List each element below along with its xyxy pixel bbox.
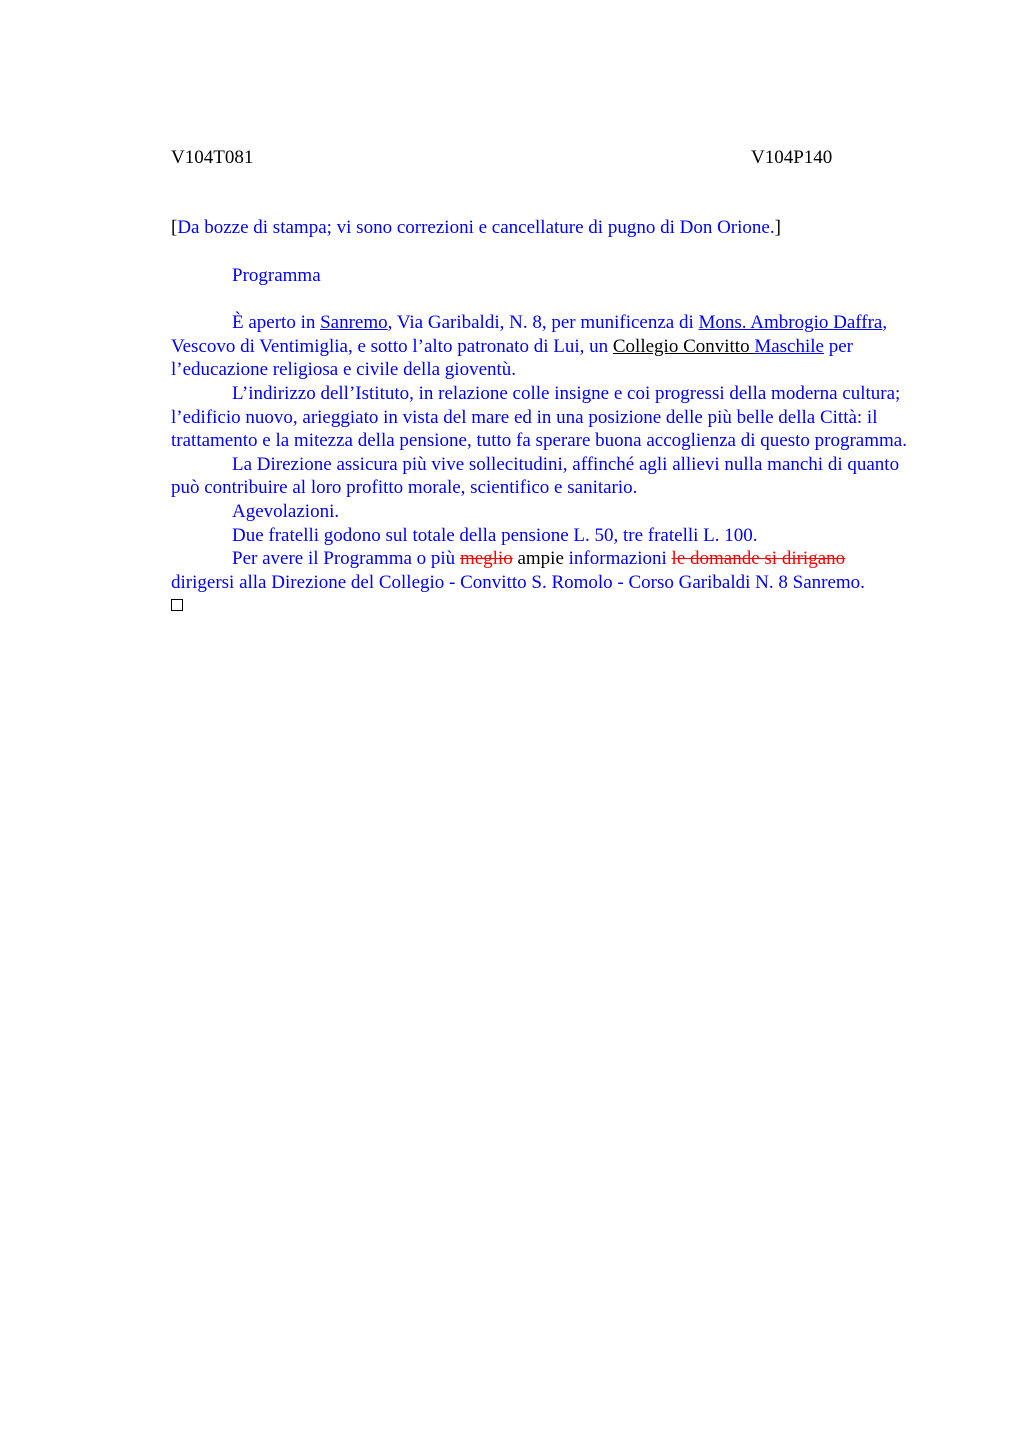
deleted-word-meglio: meglio <box>459 548 513 570</box>
paragraph-4: Agevolazioni. <box>232 500 340 522</box>
deleted-phrase: le domande si dirigano <box>671 548 846 570</box>
end-marker <box>171 594 931 618</box>
document-body <box>171 216 931 618</box>
paragraph-1-text-a: È aperto in <box>232 312 321 334</box>
paragraph-6-text-b: informazioni <box>568 548 672 570</box>
document-title: Programma <box>232 264 321 286</box>
link-daffra[interactable]: Daffra <box>833 312 883 334</box>
paragraph-3: La Direzione assicura più vive sollecitudini, affinché agli allievi nulla manchi di quanto può contribuire al loro profitto morale, scientifico e sanitario. <box>171 453 900 499</box>
paragraph-5: Due fratelli godono sul totale della pensione L. 50, tre fratelli L. 100. <box>232 524 758 546</box>
paragraph-2: L’indirizzo dell’Istituto, in relazione colle insigne e coi progressi della moderna cultura; l’edificio nuovo, arieggiato in vista del mare ed in una posizione delle più belle della Città: il trattamento e la mitezza della pensione, tutto fa sperare buona accoglienza di questo programma. <box>171 382 907 452</box>
paragraph-6-text-a: Per avere il Programma o più <box>232 548 460 570</box>
note-text: Da bozze di stampa; vi sono correzioni e cancellature di pugno di Don Orione. <box>177 217 775 238</box>
paragraph-6-text-c: dirigersi alla Direzione del Collegio - Convitto S. Romolo - Corso Garibaldi N. 8 Sanremo. <box>171 571 865 593</box>
paragraph-6 <box>171 547 931 594</box>
header-right-code: V104P140 <box>751 147 833 168</box>
note-open-bracket: [ <box>171 217 178 238</box>
link-maschile[interactable]: Maschile <box>754 335 824 357</box>
header-left-code: V104T081 <box>171 147 254 168</box>
paragraph-1-text-c: , Vescovo di Ventimiglia, e sotto l’alto patronato di Lui, un <box>171 312 888 357</box>
link-collegio-convitto[interactable]: Collegio Convitto <box>612 335 755 357</box>
paragraph-1 <box>171 311 931 382</box>
link-sanremo[interactable]: Sanremo <box>320 312 388 334</box>
link-mons-ambrogio[interactable]: Mons. Ambrogio <box>698 312 834 334</box>
inserted-word-ampie: ampie <box>512 548 569 570</box>
paragraph-1-text-d: per l’educazione religiosa e civile della gioventù. <box>171 335 853 381</box>
paragraph-1-text-b: , Via Garibaldi, N. 8, per munificenza di <box>387 312 699 334</box>
note-close-bracket: ] <box>774 217 781 238</box>
square-icon <box>171 599 183 611</box>
editorial-note <box>171 216 931 240</box>
